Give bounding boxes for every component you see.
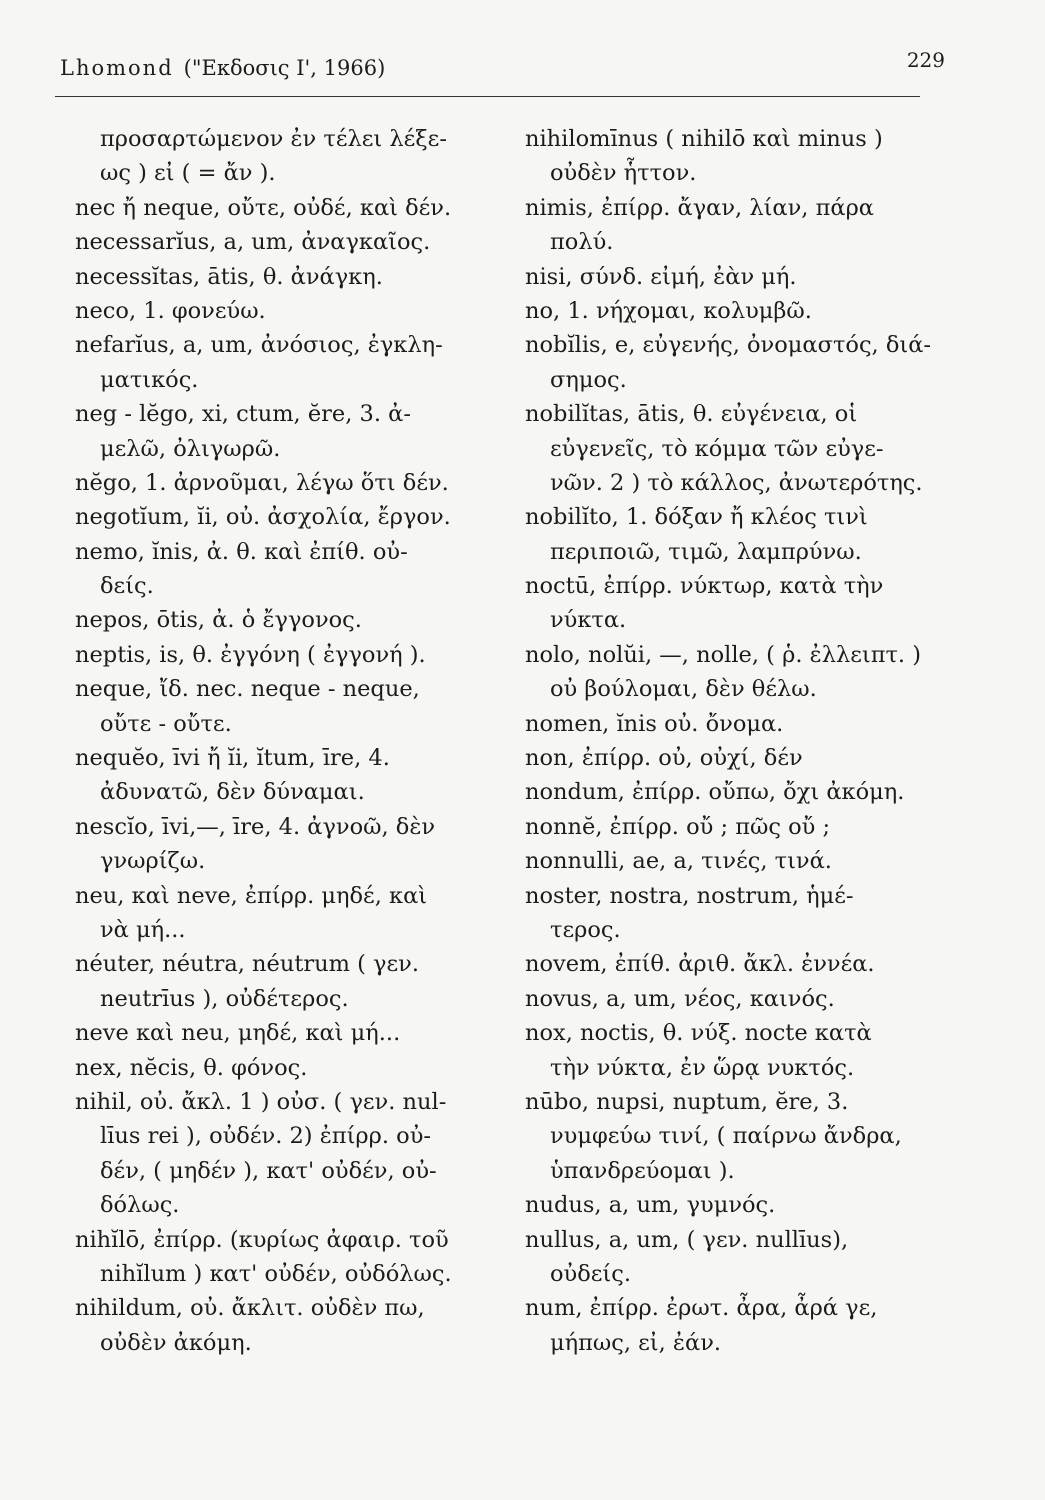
entry-continuation-line: nihĭlum ) κατ' οὐδέν, οὐδόλως. [100,1260,452,1287]
page-number: 229 [906,48,945,72]
entry-continuation-line: μήπως, εἰ, ἐάν. [550,1329,722,1356]
entry-continuation-line: δείς. [100,573,154,600]
dictionary-entry-line: nihil, οὐ. ἄκλ. 1 ) οὐσ. ( γεν. nul- [75,1088,447,1115]
dictionary-entry-line: nonnulli, ae, a, τινές, τινά. [525,848,832,875]
entry-continuation-line: ως ) εἰ ( = ἄν ). [100,160,276,187]
dictionary-entry-line: novus, a, um, νέος, καινός. [525,985,835,1012]
dictionary-entry-line: nemo, ĭnis, ἀ. θ. καὶ ἐπίθ. οὐ- [75,538,408,565]
dictionary-entry-line: negotĭum, ĭi, οὐ. ἀσχολία, ἔργον. [75,504,451,531]
entry-continuation-line: νύκτα. [550,607,627,634]
entry-continuation-line: περιποιῶ, τιμῶ, λαμπρύνω. [550,538,862,565]
dictionary-entry-line: necessarĭus, a, um, ἀναγκαῖος. [75,229,431,256]
dictionary-entry-line: nudus, a, um, γυμνός. [525,1192,776,1219]
entry-continuation-line: οὐδείς. [550,1260,632,1287]
running-title [60,56,385,80]
entry-continuation-line: τὴν νύκτα, ἐν ὥρᾳ νυκτός. [550,1054,855,1081]
entry-continuation-line: δόλως. [100,1192,180,1219]
dictionary-entry-line: noctū, ἐπίρρ. νύκτωρ, κατὰ τὴν [525,573,884,600]
dictionary-entry-line: nobilĭtas, ātis, θ. εὐγένεια, οἱ [525,401,858,428]
dictionary-entry-line: nisi, σύνδ. εἰμή, ἐὰν μή. [525,263,797,290]
entry-continuation-line: ὑπανδρεύομαι ). [550,1157,735,1184]
dictionary-entry-line: nullus, a, um, ( γεν. nullīus), [525,1226,849,1253]
dictionary-entry-line: necessĭtas, ātis, θ. ἀνάγκη. [75,263,383,290]
dictionary-entry-line: néuter, néutra, néutrum ( γεν. [75,951,419,978]
left-column [75,122,500,1360]
entry-continuation-line: νῶν. 2 ) τὸ κάλλος, ἀνωτερότης. [550,469,923,496]
dictionary-entry-line: nex, nĕcis, θ. φόνος. [75,1054,308,1081]
dictionary-entry-line: noster, nostra, nostrum, ἡμέ- [525,882,854,909]
edition-note: ("Εκδοσις Ι', 1966) [183,56,386,80]
dictionary-entry-line: nescĭo, īvi,—, īre, 4. ἀγνοῶ, δὲν [75,813,436,840]
dictionary-entry-line: nimis, ἐπίρρ. ἄγαν, λίαν, πάρα [525,194,874,221]
entry-continuation-line: νυμφεύω τινί, ( παίρνω ἄνδρα, [550,1123,902,1150]
entry-continuation-line: μελῶ, ὀλιγωρῶ. [100,435,281,462]
entry-continuation-line: οὐδὲν ἀκόμη. [100,1329,252,1356]
dictionary-entry-line: neve καὶ neu, μηδέ, καὶ μή... [75,1020,401,1047]
entry-continuation-line: οὐ βούλομαι, δὲν θέλω. [550,676,817,703]
dictionary-entry-line: nefarĭus, a, um, ἀνόσιος, ἐγκλη- [75,332,443,359]
right-column [525,122,950,1360]
dictionary-entry-line: non, ἐπίρρ. οὐ, οὐχί, δέν [525,745,803,772]
dictionary-entry-line: nox, noctis, θ. νύξ. nocte κατὰ [525,1020,872,1047]
entry-continuation-line: εὐγενεῖς, τὸ κόμμα τῶν εὐγε- [550,435,884,462]
entry-continuation-line: οὐδὲν ἧττον. [550,160,697,187]
dictionary-entry-line: nihildum, οὐ. ἄκλιτ. οὐδὲν πω, [75,1295,425,1322]
entry-continuation-line: δέν, ( μηδέν ), κατ' οὐδέν, οὐ- [100,1157,437,1184]
entry-continuation-line: σημος. [550,366,627,393]
dictionary-entry-line: nobilĭto, 1. δόξαν ἤ κλέος τινὶ [525,504,868,531]
dictionary-entry-line: nonnĕ, ἐπίρρ. οὔ ; πῶς οὔ ; [525,813,831,840]
dictionary-entry-line: neu, καὶ neve, ἐπίρρ. μηδέ, καὶ [75,882,428,909]
dictionary-entry-line: neco, 1. φονεύω. [75,297,266,324]
dictionary-entry-line: neg - lĕgo, xi, ctum, ĕre, 3. ἀ- [75,401,411,428]
dictionary-entry-line: neque, ἴδ. nec. neque - neque, [75,676,420,703]
dictionary-entry-line: nolo, nolŭi, —, nolle, ( ῥ. ἐλλειπτ. ) [525,641,922,668]
dictionary-entry-line: no, 1. νήχομαι, κολυμβῶ. [525,297,812,324]
dictionary-entry-line: nepos, ōtis, ἀ. ὁ ἔγγονος. [75,607,362,634]
dictionary-entry-line: neptis, is, θ. ἐγγόνη ( ἐγγονή ). [75,641,426,668]
entry-continuation-line: προσαρτώμενον ἐν τέλει λέξε- [100,126,447,152]
dictionary-entry-line: nequĕo, īvi ἤ ĭi, ĭtum, īre, 4. [75,745,390,772]
dictionary-entry-line: nūbo, nupsi, nuptum, ĕre, 3. [525,1088,849,1115]
dictionary-entry-line: nihĭlō, ἐπίρρ. (κυρίως ἀφαιρ. τοῦ [75,1226,449,1253]
entry-continuation-line: οὔτε - οὔτε. [100,710,232,737]
entry-continuation-line: ματικός. [100,366,199,393]
entry-continuation-line: ἀδυνατῶ, δὲν δύναμαι. [100,779,365,806]
dictionary-entry-line: nihilomīnus ( nihilō καὶ minus ) [525,126,883,152]
entry-continuation-line: πολύ. [550,229,614,256]
entry-continuation-line: neutrīus ), οὐδέτερος. [100,985,349,1012]
entry-continuation-line: γνωρίζω. [100,848,206,875]
entry-continuation-line: νὰ μή... [100,916,186,943]
dictionary-entry-line: nondum, ἐπίρρ. οὔπω, ὄχι ἀκόμη. [525,779,905,806]
dictionary-entry-line: novem, ἐπίθ. ἀριθ. ἄκλ. ἐννέα. [525,951,875,978]
author-name: Lhomond [60,56,174,80]
dictionary-entry-line: nobĭlis, e, εὐγενής, ὀνομαστός, διά- [525,332,932,359]
page-header [60,48,980,90]
header-rule [55,96,920,97]
dictionary-entry-line: nĕgo, 1. ἀρνοῦμαι, λέγω ὅτι δέν. [75,469,449,496]
entry-continuation-line: τερος. [550,916,621,943]
dictionary-entry-line: nomen, ĭnis οὐ. ὄνομα. [525,710,784,737]
dictionary-entry-line: nec ἤ neque, οὔτε, οὐδέ, καὶ δέν. [75,194,452,221]
dictionary-entry-line: num, ἐπίρρ. ἐρωτ. ἆρα, ἆρά γε, [525,1295,878,1322]
entry-continuation-line: līus rei ), οὐδέν. 2) ἐπίρρ. οὐ- [100,1123,432,1150]
